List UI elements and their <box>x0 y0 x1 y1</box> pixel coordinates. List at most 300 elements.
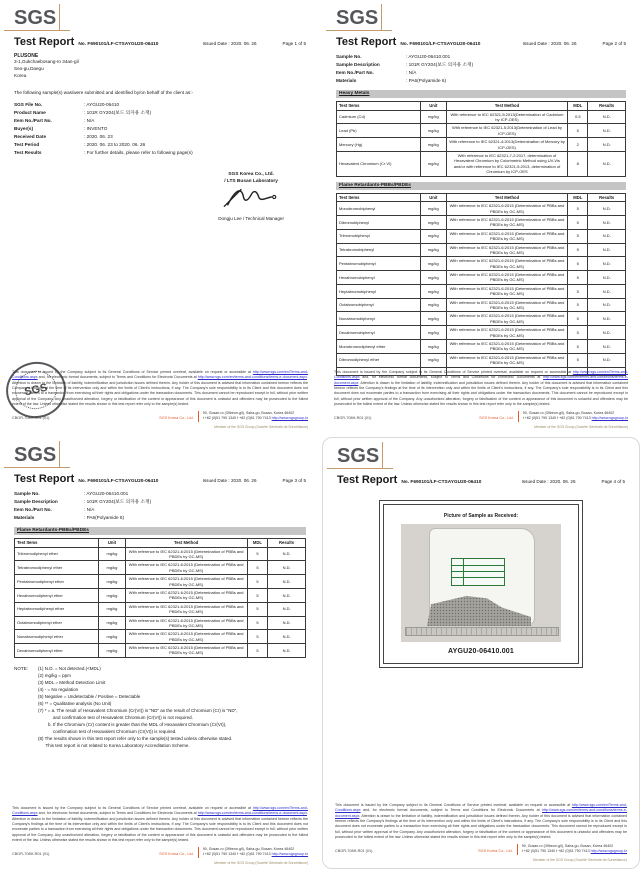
table-row <box>337 202 626 216</box>
column-header: Test Method <box>446 193 567 202</box>
report-title: Test Report <box>14 36 75 48</box>
table-cell: With reference to IEC 62321-6:2015 (Determination of PBBs and PBDEs by GC-MS) <box>446 298 567 312</box>
table-cell: 5 <box>568 326 588 340</box>
table-cell: Heptabromobiphenyl <box>337 284 421 298</box>
table-cell: With reference to IEC 62321-6:2015 (Determination of PBBs and PBDEs by GC-MS) <box>125 616 247 630</box>
signature-lab: / LTS Busan Laboratory <box>224 178 278 184</box>
report-title-bar <box>14 473 306 485</box>
field-label: Test Period <box>14 141 40 147</box>
column-header: MDL <box>568 193 588 202</box>
table-cell: With reference to IEC 62321-6:2015 (Determination of PBBs and PBDEs by GC-MS) <box>446 312 567 326</box>
note-line: This test report is not related to Korea Laboratory Accreditation Scheme. <box>38 742 190 748</box>
table-header-row <box>337 193 626 202</box>
table-cell: N.D. <box>268 547 306 561</box>
form-code: CBGR-708H-R01 (01) <box>334 415 372 420</box>
table-cell: Octabromobiphenyl <box>337 298 421 312</box>
field-label: Item No./Part No. <box>14 506 52 512</box>
field-value: : AYGU20-06410 <box>84 101 120 107</box>
table-cell: mg/kg <box>420 271 446 285</box>
sgs-logo-text: SGS <box>14 7 57 29</box>
table-cell: Cadmium (Cd) <box>337 110 421 124</box>
page-footer <box>335 803 627 862</box>
edoc-link[interactable]: http://www.sgs.com/en/terms-and-conditions/terms-e-document.aspx <box>197 375 307 380</box>
table-cell: Mercury (Hg) <box>337 138 421 152</box>
disclaimer-text: This document is issued by the Company subject to its General Conditions of Service printed overleaf, available on request or accessible at http://www.sgs.com/en/Terms-and-Conditions.aspx and, for electronic format documents, subject to Terms and Conditions for Electronic Documents at http://www.sgs.com/en/terms-and-conditions/terms-e-document.aspx. Attention is drawn to the limitation of liability, indemnification and jurisdiction issues defined therein. Any holder of this document is advised that information contained hereon reflects the Company's findings at the time of its intervention only and within the limits of Client's instructions, if any. The Company's sole responsibility is to its Client and this document does not exonerate parties to a transaction from exercising all their rights and obligations under the transaction documents. This document cannot be reproduced except in full, without prior written approval of the Company. Any unauthorized alteration, forgery or falsification of the content or appearance of this document is unlawful and offenders may be prosecuted to the fullest extent of the law. Unless otherwise stated the results shown in this test report refer only to the sample(s) tested. <box>12 369 308 407</box>
table-cell: With reference to IEC 62321-6:2015 (Determination of PBBs and PBDEs by GC-MS) <box>446 353 567 367</box>
issued-date: Issued Date : 2020. 06. 26 <box>522 41 577 46</box>
field-row <box>14 133 306 141</box>
results-table <box>14 538 306 658</box>
flame-retardants-table <box>336 193 626 376</box>
note-line: (3) MDL = Method Detection Limit <box>38 679 106 685</box>
note-line: and confirmation test of Hexavalent Chromium (Cr(VI)) is not required. <box>38 714 193 720</box>
table-cell: mg/kg <box>99 616 125 630</box>
table-cell: Hexabromodiphenyl ether <box>15 588 99 602</box>
table-cell: N.D. <box>268 575 306 589</box>
report-number: No. F690101/LF-CTSAYGU20-06410 <box>401 480 482 485</box>
table-cell: 5 <box>568 243 588 257</box>
signature-image <box>222 185 280 209</box>
note-lines <box>38 666 237 750</box>
table-cell: 5 <box>568 257 588 271</box>
table-cell: 5 <box>247 644 267 658</box>
table-cell: Pentabromodiphenyl ether <box>15 575 99 589</box>
table-cell: N.D. <box>588 138 626 152</box>
report-title-bar <box>14 36 306 48</box>
table-row <box>337 124 626 138</box>
picture-title: Picture of Sample as Received: <box>443 513 519 519</box>
field-row <box>336 77 626 85</box>
sample-caption: AYGU20-06410.001 <box>448 648 514 655</box>
note-line: (1) N.D. = Not detected.(<MDL) <box>38 665 101 671</box>
column-header: Test Items <box>337 193 421 202</box>
report-page-3 <box>0 437 320 871</box>
table-cell: 0.5 <box>568 110 588 124</box>
table-cell: Tetrabromobiphenyl <box>337 243 421 257</box>
table-row <box>15 547 306 561</box>
table-cell: 5 <box>247 602 267 616</box>
signature-block <box>218 171 284 221</box>
table-cell: mg/kg <box>420 138 446 152</box>
field-label: Sample No. <box>336 54 362 59</box>
signature-org: SGS Korea Co., Ltd. <box>228 171 274 177</box>
column-header: Test Items <box>337 101 421 110</box>
field-row <box>14 498 306 506</box>
field-label: Product Name <box>14 109 46 115</box>
table-cell: mg/kg <box>420 215 446 229</box>
table-cell: With reference to IEC 62321-6:2015 (Determination of PBBs and PBDEs by GC-MS) <box>446 326 567 340</box>
table-row <box>15 602 306 616</box>
table-cell: 5 <box>247 575 267 589</box>
sample-photo-frame <box>379 500 583 668</box>
table-row <box>337 271 626 285</box>
field-row <box>14 141 306 149</box>
form-code: CBGR-708H-R01 (01) <box>12 415 50 420</box>
field-label: SGS File No. <box>14 101 43 107</box>
field-row <box>336 61 626 69</box>
table-row <box>15 630 306 644</box>
edoc-link[interactable]: http://www.sgs.com/en/terms-and-conditions/terms-e-document.aspx <box>197 811 307 816</box>
table-cell: mg/kg <box>420 284 446 298</box>
footer-address: 90, Gosan-ro (39beon-gil), Saha-gu, Busan, Korea 46402 t +82 (0)51 790 1340 f +82 (0)51 790 7413 http://www.sgsgroup.kr <box>198 847 308 859</box>
issued-date: Issued Date : 2020. 06. 26 <box>202 41 257 46</box>
column-header: Results <box>588 101 626 110</box>
table-cell: mg/kg <box>420 202 446 216</box>
table-header-row <box>15 538 306 547</box>
page-number: Page 3 of 5 <box>282 478 306 483</box>
table-row <box>337 243 626 257</box>
website-link[interactable]: http://www.sgsgroup.kr <box>271 416 308 421</box>
report-number: No. F690101/LF-CTSAYGU20-06410 <box>400 42 481 47</box>
note-line: confirmation test of Hexavalent Chromium (Cr(VI)) is required. <box>38 728 177 734</box>
page-footer <box>12 806 308 865</box>
field-row <box>14 514 306 522</box>
table-cell: N.D. <box>588 110 626 124</box>
table-cell: With reference to IEC 62321-6:2015 (Determination of PBBs and PBDEs by GC-MS) <box>125 630 247 644</box>
table-cell: Octabromodiphenyl ether <box>15 616 99 630</box>
terms-link[interactable]: http://www.sgs.com/en/Terms-and-Conditions.aspx <box>335 802 627 813</box>
table-row <box>337 312 626 326</box>
table-cell: With reference to IEC 62321-7-2:2017, determination of Hexavalent Chromium by Colorimetric Method using UV-Vis and/or with reference to IEC 62321-5:2013, determination of Chromium by ICP-OES <box>446 151 567 176</box>
results-table <box>336 101 626 177</box>
table-cell: 5 <box>568 124 588 138</box>
disclaimer-text: This document is issued by the Company subject to its General Conditions of Service printed overleaf, available on request or accessible at http://www.sgs.com/en/Terms-and-Conditions.aspx and, for electronic format documents, subject to Terms and Conditions for Electronic Documents at http://www.sgs.com/en/terms-and-conditions/terms-e-document.aspx. Attention is drawn to the limitation of liability, indemnification and jurisdiction issues defined therein. Any holder of this document is advised that information contained hereon reflects the Company's findings at the time of its intervention only and within the limits of Client's instructions, if any. The Company's sole responsibility is to its Client and this document does not exonerate parties to a transaction from exercising all their rights and obligations under the transaction documents. This document cannot be reproduced except in full, without prior written approval of the Company. Any unauthorized alteration, forgery or falsification of the content or appearance of this document is unlawful and offenders may be prosecuted to the fullest extent of the law. Unless otherwise stated the results shown in this test report refer only to the sample(s) tested. <box>334 369 628 407</box>
table-cell: With reference to IEC 62321-6:2015 (Determination of PBBs and PBDEs by GC-MS) <box>446 243 567 257</box>
field-value: : 2020. 06. 23 to 2020. 06. 26 <box>84 141 146 147</box>
table-row <box>337 257 626 271</box>
table-cell: mg/kg <box>420 326 446 340</box>
field-row <box>14 125 306 133</box>
sgs-stamp-text: SGS <box>12 367 61 413</box>
page-footer <box>12 370 308 429</box>
section-header-flame-retardants: Flame Retardants-PBBs/PBDEs <box>336 182 626 190</box>
sgs-logo-text: SGS <box>14 444 57 466</box>
note-line: (7) * = a. The result of Hexavalent Chromium (Cr(VI)) is "ND" as the result of Chromium (Cr) is "ND", <box>38 707 238 713</box>
sample-info-fields <box>14 101 306 157</box>
sample-photo <box>401 524 561 642</box>
sample-label <box>451 558 505 586</box>
table-cell: Decabromodiphenyl ether <box>15 644 99 658</box>
column-header: Results <box>268 538 306 547</box>
field-label: Materials <box>14 514 35 520</box>
footer-company: SGS Korea Co., Ltd. <box>478 849 513 853</box>
note-line: (5) Negative = Undetectable / Positive = Detectable <box>38 693 141 699</box>
section-header-heavy-metals: Heavy Metals <box>336 90 626 98</box>
field-value: : AYGU20-06410.001 <box>84 491 129 496</box>
table-cell: N.D. <box>588 229 626 243</box>
table-cell: mg/kg <box>420 151 446 176</box>
field-value: : PA6(Polyamide 6) <box>406 77 447 83</box>
report-title: Test Report <box>336 36 397 48</box>
table-row <box>337 353 626 367</box>
table-cell: 8 <box>568 151 588 176</box>
note-line: (2) mg/kg = ppm <box>38 672 71 678</box>
report-page-2 <box>322 0 640 435</box>
table-cell: N.D. <box>588 151 626 176</box>
table-cell: N.D. <box>268 616 306 630</box>
report-page-4 <box>322 437 640 869</box>
column-header: Test Method <box>125 538 247 547</box>
report-page-1 <box>0 0 320 435</box>
table-cell: With reference to IEC 62321-6:2015 (Determination of PBBs and PBDEs by GC-MS) <box>446 340 567 354</box>
table-header-row <box>337 101 626 110</box>
terms-link[interactable]: http://www.sgs.com/en/Terms-and-Conditions.aspx <box>12 369 308 380</box>
table-row <box>15 644 306 658</box>
field-row <box>336 53 626 61</box>
table-cell: mg/kg <box>99 602 125 616</box>
field-value: : N/A <box>84 506 95 512</box>
table-cell: Dibromobiphenyl <box>337 215 421 229</box>
page-number: Page 1 of 5 <box>282 41 306 46</box>
table-cell: With reference to IEC 62321-6:2015 (Determination of PBBs and PBDEs by GC-MS) <box>446 215 567 229</box>
table-row <box>337 326 626 340</box>
table-cell: 5 <box>568 298 588 312</box>
field-row <box>14 117 306 125</box>
table-cell: With reference to IEC 62321-6:2015 (Determination of PBBs and PBDEs by GC-MS) <box>446 257 567 271</box>
website-link[interactable]: http://www.sgsgroup.kr <box>271 852 308 857</box>
table-cell: 5 <box>568 284 588 298</box>
table-cell: Tetrabromodiphenyl ether <box>15 561 99 575</box>
column-header: Test Method <box>446 101 567 110</box>
edoc-link[interactable]: http://www.sgs.com/en/terms-and-conditions/terms-e-document.aspx <box>335 808 627 818</box>
table-cell: Nonabromodiphenyl ether <box>15 630 99 644</box>
page-number: Page 4 of 5 <box>601 479 625 484</box>
table-cell: mg/kg <box>99 630 125 644</box>
field-value: : 2020. 06. 23 <box>84 133 113 139</box>
client-address-line: Seo-gu,Daegu <box>14 65 44 71</box>
field-label: Sample Description <box>336 61 380 67</box>
table-cell: 5 <box>568 271 588 285</box>
field-row <box>14 490 306 498</box>
table-cell: N.D. <box>268 630 306 644</box>
form-code: CBGR-708H-R01 (01) <box>335 848 373 853</box>
table-cell: With reference to IEC 62321-6:2015 (Determination of PBBs and PBDEs by GC-MS) <box>125 588 247 602</box>
sgs-logo <box>336 8 378 28</box>
page-number: Page 2 of 5 <box>602 41 626 46</box>
field-row <box>14 506 306 514</box>
field-value: : N/A <box>406 69 417 75</box>
table-row <box>337 298 626 312</box>
table-cell: mg/kg <box>420 340 446 354</box>
table-cell: 2 <box>568 138 588 152</box>
field-label: Materials <box>336 77 357 83</box>
note-line: b. If the Chromium (Cr) content is greater than the MDL of Hexavalent Chromium (Cr(VI)), <box>38 721 227 727</box>
client-name: PLUSONE <box>14 53 39 59</box>
table-cell: mg/kg <box>420 257 446 271</box>
table-cell: 5 <box>568 229 588 243</box>
table-row <box>337 215 626 229</box>
table-row <box>337 284 626 298</box>
field-label: Sample Description <box>14 498 58 504</box>
field-row <box>14 101 306 109</box>
table-cell: N.D. <box>588 284 626 298</box>
table-cell: mg/kg <box>99 575 125 589</box>
column-header: MDL <box>247 538 267 547</box>
table-cell: mg/kg <box>99 561 125 575</box>
table-cell: mg/kg <box>99 588 125 602</box>
table-cell: 5 <box>247 561 267 575</box>
table-cell: With reference to IEC 62321-5:2013(Determination of Lead by ICP-OES) <box>446 124 567 138</box>
column-header: Unit <box>99 538 125 547</box>
table-cell: N.D. <box>588 353 626 367</box>
edoc-link[interactable]: http://www.sgs.com/en/terms-and-conditions/terms-e-document.aspx <box>334 375 628 385</box>
table-row <box>337 110 626 124</box>
table-cell: N.D. <box>588 271 626 285</box>
note-label: NOTE: <box>14 665 29 671</box>
member-line: Member of the SGS Group (Société Générale de Surveillance) <box>214 425 308 429</box>
table-cell: mg/kg <box>420 229 446 243</box>
member-line: Member of the SGS Group (Société Générale de Surveillance) <box>534 425 628 429</box>
report-number: No. F690101/LF-CTSAYGU20-06410 <box>78 42 159 47</box>
issued-date: Issued Date : 2020. 06. 26 <box>202 478 257 483</box>
table-cell: With reference to IEC 62321-6:2015 (Determination of PBBs and PBDEs by GC-MS) <box>125 547 247 561</box>
note-line: (4) - = No regulation <box>38 686 79 692</box>
table-cell: N.D. <box>588 124 626 138</box>
note-line: (6) ** = Qualitative analysis (No Unit) <box>38 700 112 706</box>
field-row <box>14 109 306 117</box>
signatory-name: Dongju Lee / Technical Manager <box>218 215 284 221</box>
results-table <box>336 193 626 376</box>
sgs-logo <box>14 445 56 465</box>
table-cell: 5 <box>568 312 588 326</box>
field-label: Item No./Part No. <box>14 117 52 123</box>
table-cell: 5 <box>247 588 267 602</box>
heavy-metals-table <box>336 101 626 177</box>
table-cell: Tribromodiphenyl ether <box>15 547 99 561</box>
table-cell: N.D. <box>588 326 626 340</box>
table-cell: mg/kg <box>420 353 446 367</box>
table-cell: With reference to IEC 62321-5:2013(Determination of Cadmium by ICP-OES) <box>446 110 567 124</box>
field-value: : AYGU20-06410.001 <box>406 54 451 59</box>
table-cell: Lead (Pb) <box>337 124 421 138</box>
table-cell: N.D. <box>588 243 626 257</box>
table-row <box>15 616 306 630</box>
field-label: Received Date <box>14 133 47 139</box>
table-cell: Pentabromobiphenyl <box>337 257 421 271</box>
terms-link[interactable]: http://www.sgs.com/en/Terms-and-Conditions.aspx <box>12 805 308 816</box>
column-header: MDL <box>568 101 588 110</box>
form-code: CBGR-708H-R01 (01) <box>12 851 50 856</box>
field-label: Test Results <box>14 149 42 155</box>
table-cell: Decabromobiphenyl <box>337 326 421 340</box>
footer-address: 90, Gosan-ro (39beon-gil), Saha-gu, Busan, Korea 46402 t +82 (0)51 790 1340 f +82 (0)51 790 7413 http://www.sgsgroup.kr <box>517 844 627 856</box>
field-row <box>336 69 626 77</box>
member-line: Member of the SGS Group (Société Générale de Surveillance) <box>214 861 308 865</box>
table-row <box>15 575 306 589</box>
field-value: : N/A <box>84 117 95 123</box>
ruler <box>405 627 559 636</box>
table-cell: 5 <box>568 353 588 367</box>
footer-company: SGS Korea Co., Ltd. <box>479 416 514 420</box>
column-header: Results <box>588 193 626 202</box>
table-cell: 5 <box>568 340 588 354</box>
sample-info-fields <box>14 490 306 522</box>
table-cell: N.D. <box>268 644 306 658</box>
table-row <box>337 340 626 354</box>
report-title: Test Report <box>14 473 75 485</box>
table-cell: With reference to IEC 62321-6:2015 (Determination of PBBs and PBDEs by GC-MS) <box>125 644 247 658</box>
sgs-logo <box>337 446 379 466</box>
table-cell: N.D. <box>268 588 306 602</box>
table-row <box>337 138 626 152</box>
website-link[interactable]: http://www.sgsgroup.kr <box>590 849 627 854</box>
table-cell: mg/kg <box>99 547 125 561</box>
table-cell: Nonabromobiphenyl <box>337 312 421 326</box>
table-cell: With reference to IEC 62321-6:2015 (Determination of PBBs and PBDEs by GC-MS) <box>446 202 567 216</box>
field-value: : PA6(Polyamide 6) <box>84 514 125 520</box>
note-block <box>14 666 306 750</box>
sgs-logo <box>14 8 56 28</box>
table-cell: N.D. <box>588 257 626 271</box>
table-cell: Monobromodiphenyl ether <box>337 340 421 354</box>
sgs-logo-text: SGS <box>336 7 379 29</box>
table-cell: N.D. <box>588 298 626 312</box>
intro-line: The following sample(s) was/were submitted and identified by/on behalf of the client as:- <box>14 89 193 95</box>
table-row <box>337 151 626 176</box>
table-cell: Hexabromobiphenyl <box>337 271 421 285</box>
issued-date: Issued Date : 2020. 06. 26 <box>521 479 576 484</box>
client-address-line: Korea <box>14 72 27 78</box>
disclaimer-text: This document is issued by the Company subject to its General Conditions of Service printed overleaf, available on request or accessible at http://www.sgs.com/en/Terms-and-Conditions.aspx and, for electronic format documents, subject to Terms and Conditions for Electronic Documents at http://www.sgs.com/en/terms-and-conditions/terms-e-document.aspx. Attention is drawn to the limitation of liability, indemnification and jurisdiction issues defined therein. Any holder of this document is advised that information contained hereon reflects the Company's findings at the time of its intervention only and within the limits of Client's instructions, if any. The Company's sole responsibility is to its Client and this document does not exonerate parties to a transaction from exercising all their rights and obligations under the transaction documents. This document cannot be reproduced except in full, without prior written approval of the Company. Any unauthorized alteration, forgery or falsification of the content or appearance of this document is unlawful and offenders may be prosecuted to the fullest extent of the law. Unless otherwise stated the results shown in this test report refer only to the sample(s) tested. <box>335 802 627 840</box>
footer-address: 90, Gosan-ro (39beon-gil), Saha-gu, Busan, Korea 46402 t +82 (0)51 790 1340 f +82 (0)51 790 7413 http://www.sgsgroup.kr <box>518 411 628 423</box>
table-cell: mg/kg <box>420 298 446 312</box>
table-cell: 5 <box>247 630 267 644</box>
table-cell: Hexavalent Chromium (Cr VI) <box>337 151 421 176</box>
table-cell: With reference to IEC 62321-6:2015 (Determination of PBBs and PBDEs by GC-MS) <box>125 575 247 589</box>
field-row <box>14 149 306 157</box>
table-cell: Heptabromodiphenyl ether <box>15 602 99 616</box>
client-address <box>14 59 306 80</box>
column-header: Unit <box>420 193 446 202</box>
table-cell: N.D. <box>588 312 626 326</box>
report-number: No. F690101/LF-CTSAYGU20-06410 <box>78 479 159 484</box>
disclaimer-text: This document is issued by the Company subject to its General Conditions of Service printed overleaf, available on request or accessible at http://www.sgs.com/en/Terms-and-Conditions.aspx and, for electronic format documents, subject to Terms and Conditions for Electronic Documents at http://www.sgs.com/en/terms-and-conditions/terms-e-document.aspx. Attention is drawn to the limitation of liability, indemnification and jurisdiction issues defined therein. Any holder of this document is advised that information contained hereon reflects the Company's findings at the time of its intervention only and within the limits of Client's instructions, if any. The Company's sole responsibility is to its Client and this document does not exonerate parties to a transaction from exercising all their rights and obligations under the transaction documents. This document cannot be reproduced except in full, without prior written approval of the Company. Any unauthorized alteration, forgery or falsification of the content or appearance of this document is unlawful and offenders may be prosecuted to the fullest extent of the law. Unless otherwise stated the results shown in this test report refer only to the sample(s) tested. <box>12 805 308 843</box>
member-line: Member of the SGS Group (Société Générale de Surveillance) <box>533 858 627 862</box>
client-address-line: 3-1,Gukchaebosang-ro 34an-gil <box>14 59 79 64</box>
table-cell: With reference to IEC 62321-6:2015 (Determination of PBBs and PBDEs by GC-MS) <box>446 271 567 285</box>
table-cell: N.D. <box>268 602 306 616</box>
table-cell: N.D. <box>588 215 626 229</box>
table-row <box>15 561 306 575</box>
table-cell: With reference to IEC 62321-6:2015 (Determination of PBBs and PBDEs by GC-MS) <box>125 561 247 575</box>
table-cell: Tribromobiphenyl <box>337 229 421 243</box>
table-cell: 5 <box>247 547 267 561</box>
table-cell: N.D. <box>588 202 626 216</box>
report-title: Test Report <box>337 474 398 486</box>
terms-link[interactable]: http://www.sgs.com/en/Terms-and-Conditions.aspx <box>334 369 628 380</box>
table-cell: N.D. <box>268 561 306 575</box>
website-link[interactable]: http://www.sgsgroup.kr <box>591 416 628 421</box>
table-cell: mg/kg <box>420 312 446 326</box>
field-value: : 101R GY204(보드 의자용 소재) <box>84 109 152 115</box>
report-title-bar <box>336 36 626 48</box>
table-row <box>15 588 306 602</box>
table-cell: With reference to IEC 62321-4:2013(Determination of Mercury by ICP-OES) <box>446 138 567 152</box>
column-header: Unit <box>420 101 446 110</box>
note-line: (8) The results shown in this test report refer only to the sample(s) tested unless otherwise stated. <box>38 735 233 741</box>
table-cell: With reference to IEC 62321-6:2015 (Determination of PBBs and PBDEs by GC-MS) <box>125 602 247 616</box>
footer-address: 90, Gosan-ro (39beon-gil), Saha-gu, Busan, Korea 46402 t +82 (0)51 790 1340 f +82 (0)51 790 7413 http://www.sgsgroup.kr <box>198 411 308 423</box>
column-header: Test Items <box>15 538 99 547</box>
flame-retardants-table <box>14 538 306 658</box>
field-value: : 101R GY204(보드 의자용 소재) <box>406 61 474 67</box>
field-label: Buyer(s) <box>14 125 34 131</box>
table-cell: 5 <box>247 616 267 630</box>
footer-company: SGS Korea Co., Ltd. <box>159 416 194 420</box>
table-cell: 5 <box>568 202 588 216</box>
field-label: Item No./Part No. <box>336 69 374 75</box>
page-footer <box>334 370 628 429</box>
